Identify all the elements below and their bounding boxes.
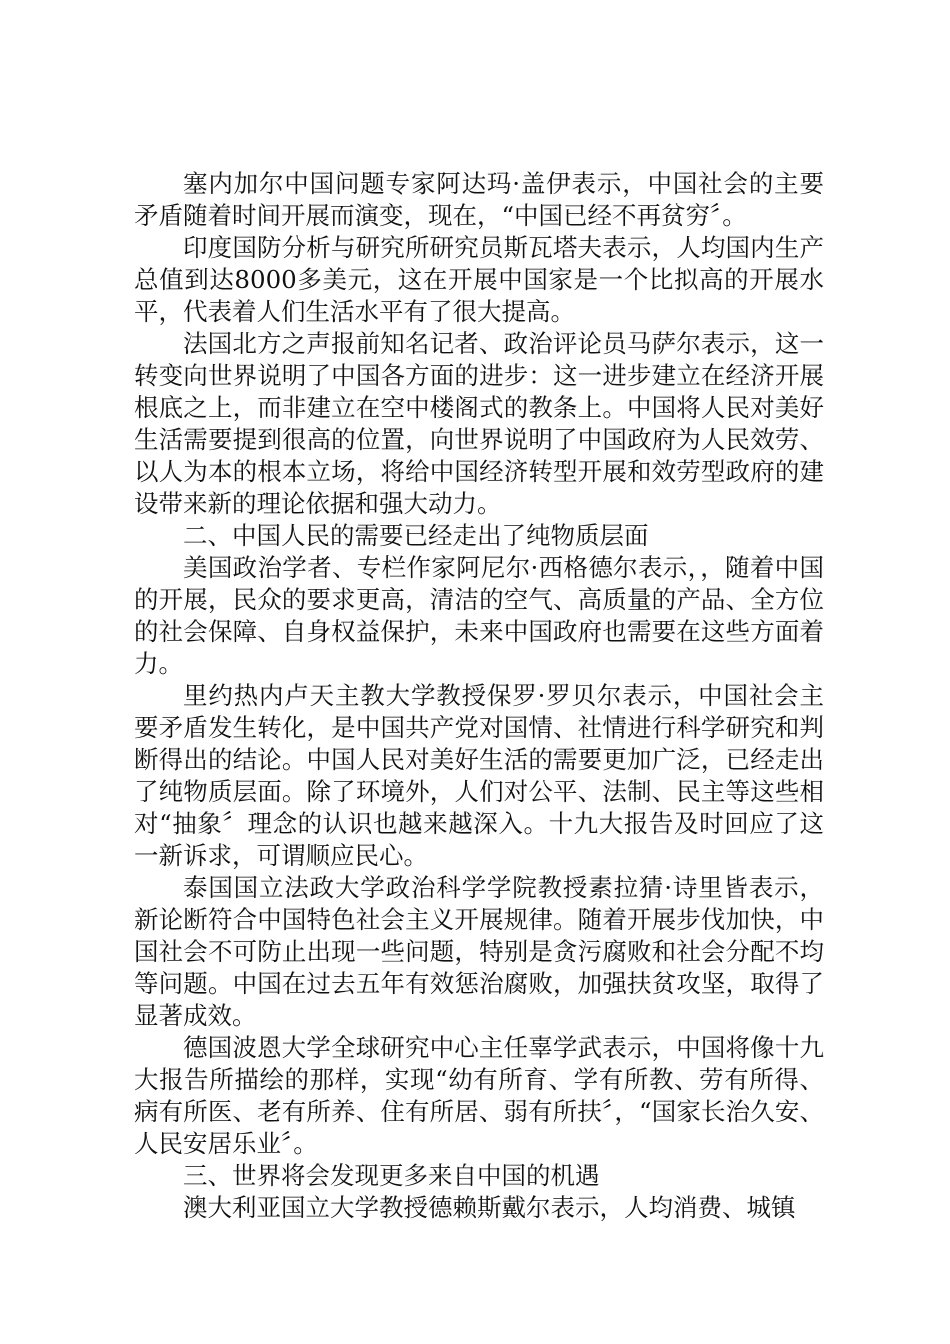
document-body xyxy=(134,168,824,1224)
section-heading-3: 三、世界将会发现更多来自中国的机遇 xyxy=(183,1161,600,1190)
paragraph-drysdale: 澳大利亚国立大学教授德赖斯戴尔表示，人均消费、城镇 xyxy=(183,1193,796,1222)
section-heading-2: 二、中国人民的需要已经走出了纯物质层面 xyxy=(183,521,649,550)
paragraph-robel: 里约热内卢天主教大学教授保罗·罗贝尔表示，中国社会主要矛盾发生转化，是中国共产党对国情、社情进行科学研究和判断得出的结论。中国人民对美好生活的需要更加广泛，已经走出了纯物质层面。除了环境外，人们对公平、法制、民主等这些相对“抽象〞理念的认识也越来越深入。十九大报告及时回应了这一新诉求，可谓顺应民心。 xyxy=(134,681,824,870)
paragraph-sigdel: 美国政治学者、专栏作家阿尼尔·西格德尔表示，，随着中国的开展，民众的要求更高，清洁的空气、高质量的产品、全方位的社会保障、自身权益保护，未来中国政府也需要在这些方面着力。 xyxy=(134,553,824,678)
paragraph-masar: 法国北方之声报前知名记者、政治评论员马萨尔表示，这一转变向世界说明了中国各方面的进步：这一进步建立在经济开展根底之上，而非建立在空中楼阁式的教条上。中国将人民对美好生活需要提到很高的位置，向世界说明了中国政府为人民效劳、以人为本的根本立场，将给中国经济转型开展和效劳型政府的建设带来新的理论依据和强大动力。 xyxy=(134,329,824,518)
paragraph-gaye: 塞内加尔中国问题专家阿达玛·盖伊表示，中国社会的主要矛盾随着时间开展而演变，现在，“中国已经不再贫穷〞。 xyxy=(134,169,824,230)
paragraph-thailand: 泰国国立法政大学政治科学学院教授素拉猜·诗里皆表示，新论断符合中国特色社会主义开展规律。随着开展步伐加快，中国社会不可防止出现一些问题，特别是贪污腐败和社会分配不均等问题。中国在过去五年有效惩治腐败，加强扶贫攻坚，取得了显著成效。 xyxy=(134,873,824,1030)
paragraph-bonn: 德国波恩大学全球研究中心主任辜学武表示，中国将像十九大报告所描绘的那样，实现“幼有所育、学有所教、劳有所得、病有所医、老有所养、住有所居、弱有所扶〞，“国家长治久安、人民安居乐业〞。 xyxy=(134,1033,824,1158)
paragraph-india-institute: 印度国防分析与研究所研究员斯瓦塔夫表示，人均国内生产总值到达8000多美元，这在开展中国家是一个比拟高的开展水平，代表着人们生活水平有了很大提高。 xyxy=(134,233,824,326)
